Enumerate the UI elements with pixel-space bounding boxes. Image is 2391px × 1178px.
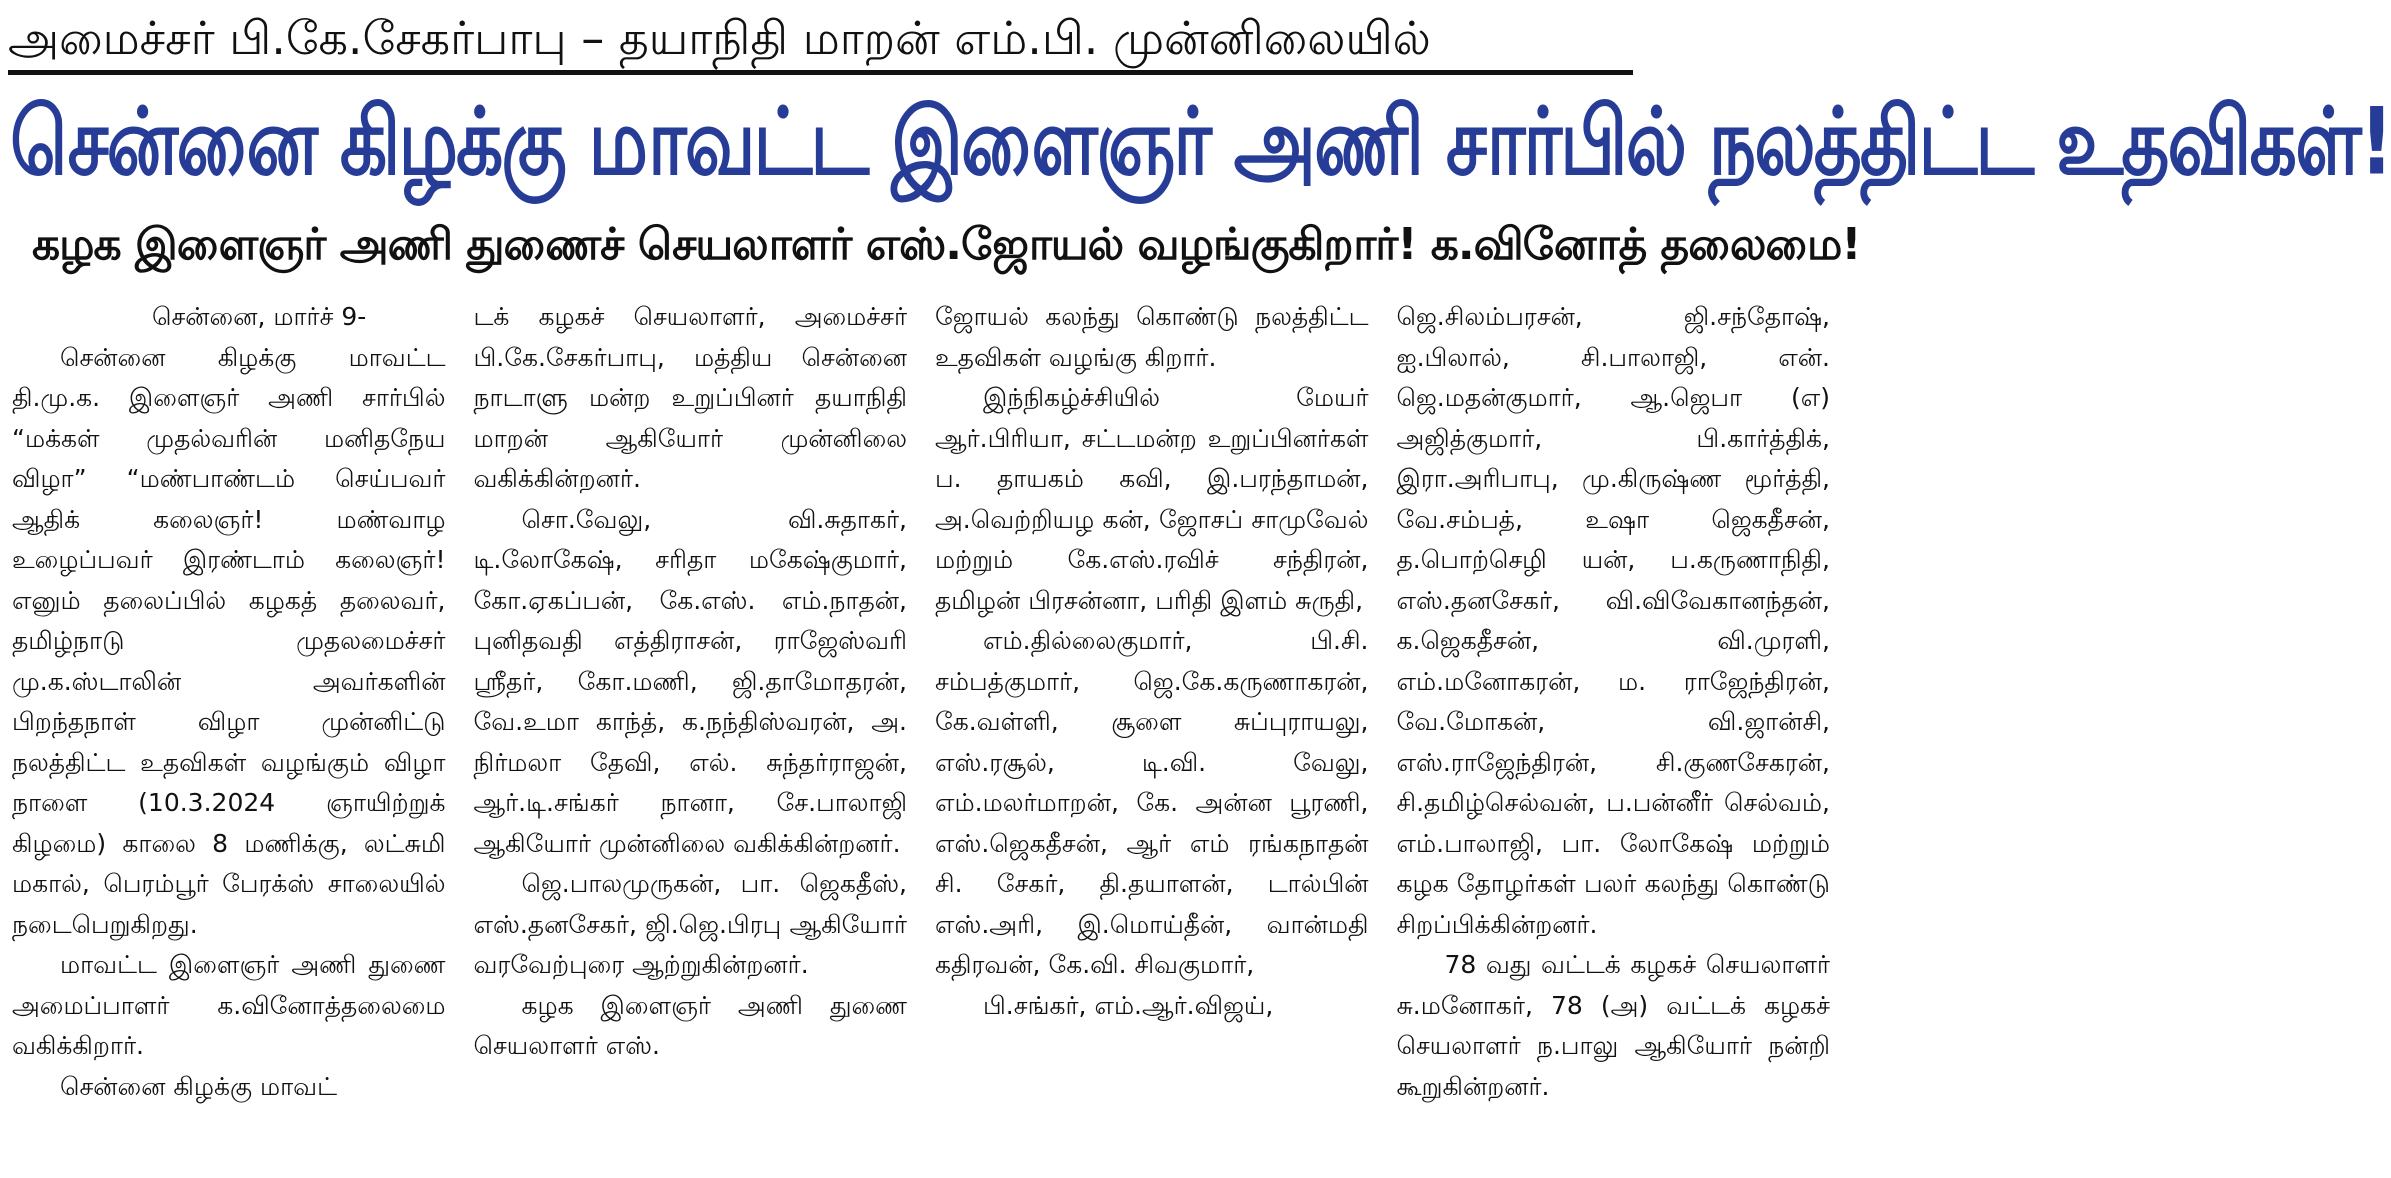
article-column-3 (935, 297, 1369, 1107)
paragraph: மாவட்ட இளைஞர் அணி துணை அமைப்பாளர் க.வினோத்தலைமை வகிக்கிறார். (12, 950, 446, 1060)
paragraph: 78 வது வட்டக் கழகச் செயலாளர் சு.மனோகர், 78 (அ) வட்டக் கழகச் செயலாளர் ந.பாலு ஆகியோர் நன்றி கூறுகின்றனர். (1396, 950, 1830, 1101)
article-column-1 (12, 297, 446, 1107)
article-column-4 (1397, 297, 1831, 1107)
article-column-2 (474, 297, 908, 1107)
paragraph: ஜெ.சிலம்பரசன், ஜி.சந்தோஷ், ஐ.பிலால், சி.பாலாஜி, என். ஜெ.மதன்குமார், ஆ.ஜெபா (எ) அஜித்குமார், பி.கார்த்திக், இரா.அரிபாபு, மு.கிருஷ்ண மூர்த்தி, வே.சம்பத், உஷா ஜெகதீசன், த.பொற்செழி யன், ப.கருணாநிதி, எஸ்.தனசேகர், வி.விவேகானந்தன், க.ஜெகதீசன், வி.முரளி, எம்.மனோகரன், ம. ராஜேந்திரன், வே.மோகன், வி.ஜான்சி, எஸ்.ராஜேந்திரன், சி.குணசேகரன், சி.தமிழ்செல்வன், ப.பன்னீர் செல்வம், எம்.பாலாஜி, பா. லோகேஷ் மற்றும் கழக தோழர்கள் பலர் கலந்து கொண்டு சிறப்பிக்கின்றனர். (1396, 302, 1830, 939)
paragraph: ஜோயல் கலந்து கொண்டு நலத்திட்ட உதவிகள் வழங்கு கிறார். (935, 302, 1369, 372)
paragraph: சொ.வேலு, வி.சுதாகர், டி.லோகேஷ், சரிதா மகேஷ்குமார், கோ.ஏகப்பன், கே.எஸ். எம்.நாதன், புனிதவதி எத்திராசன், ராஜேஸ்வரி ஸ்ரீதர், கோ.மணி, ஜி.தாமோதரன், வே.உமா காந்த், க.நந்திஸ்வரன், அ. நிர்மலா தேவி, எல். சுந்தர்ராஜன், ஆர்.டி.சங்கர் நானா, சே.பாலாஜி ஆகியோர் முன்னிலை வகிக்கின்றனர். (473, 504, 907, 858)
headline: சென்னை கிழக்கு மாவட்ட இளைஞர் அணி சார்பில் நலத்திட்ட உதவிகள்! (10, 88, 2391, 196)
kicker-line: அமைச்சர் பி.கே.சேகர்பாபு – தயாநிதி மாறன் எம்.பி. முன்னிலையில் (8, 11, 1431, 65)
dateline: சென்னை, மார்ச் 9- (152, 302, 367, 331)
subheadline: கழக இளைஞர் அணி துணைச் செயலாளர் எஸ்.ஜோயல் வழங்குகிறார்! க.வினோத் தலைமை! (32, 219, 1861, 270)
paragraph: பி.சங்கர், எம்.ஆர்.விஜய், (983, 990, 1274, 1020)
paragraph: எம்.தில்லைகுமார், பி.சி. சம்பத்குமார், ஜெ.கே.கருணாகரன், கே.வள்ளி, சூளை சுப்புராயலு, எஸ்.ரசூல், டி.வி. வேலு, எம்.மலர்மாறன், கே. அன்ன பூரணி, எஸ்.ஜெகதீசன், ஆர் எம் ரங்கநாதன் சி. சேகர், தி.தயாளன், டால்பின் எஸ்.அரி, இ.மொய்தீன், வான்மதி கதிரவன், கே.வி. சிவகுமார், (935, 626, 1369, 979)
paragraph: டக் கழகச் செயலாளர், அமைச்சர் பி.கே.சேகர்பாபு, மத்திய சென்னை நாடாளு மன்ற உறுப்பினர் தயாநிதி மாறன் ஆகியோர் முன்னிலை வகிக்கின்றனர். (473, 302, 907, 493)
paragraph: சென்னை கிழக்கு மாவட் (60, 1071, 338, 1101)
paragraph: சென்னை கிழக்கு மாவட்ட தி.மு.க. இளைஞர் அணி சார்பில் “மக்கள் முதல்வரின் மனிதநேய விழா” “மண்பாண்டம் செய்பவர் ஆதிக் கலைஞர்! மண்வாழ உழைப்பவர் இரண்டாம் கலைஞர்! எனும் தலைப்பில் கழகத் தலைவர், தமிழ்நாடு முதலமைச்சர் மு.க.ஸ்டாலின் அவர்களின் பிறந்தநாள் விழா முன்னிட்டு நலத்திட்ட உதவிகள் வழங்கும் விழா நாளை (10.3.2024 ஞாயிற்றுக் கிழமை) காலை 8 மணிக்கு, லட்சுமி மகால், பெரம்பூர் பேரக்ஸ் சாலையில் நடைபெறுகிறது. (12, 342, 446, 939)
paragraph: ஜெ.பாலமுருகன், பா. ஜெகதீஸ், எஸ்.தனசேகர், ஜி.ஜெ.பிரபு ஆகியோர் வரவேற்புரை ஆற்றுகின்றனர். (473, 869, 907, 979)
paragraph: கழக இளைஞர் அணி துணை செயலாளர் எஸ். (473, 990, 907, 1060)
article-body (8, 297, 1830, 1107)
paragraph: இந்நிகழ்ச்சியில் மேயர் ஆர்.பிரியா, சட்டமன்ற உறுப்பினர்கள் ப. தாயகம் கவி, இ.பரந்தாமன், அ.வெற்றியழ கன், ஜோசப் சாமுவேல் மற்றும் கே.எஸ்.ரவிச் சந்திரன், தமிழன் பிரசன்னா, பரிதி இளம் சுருதி, (935, 383, 1369, 615)
